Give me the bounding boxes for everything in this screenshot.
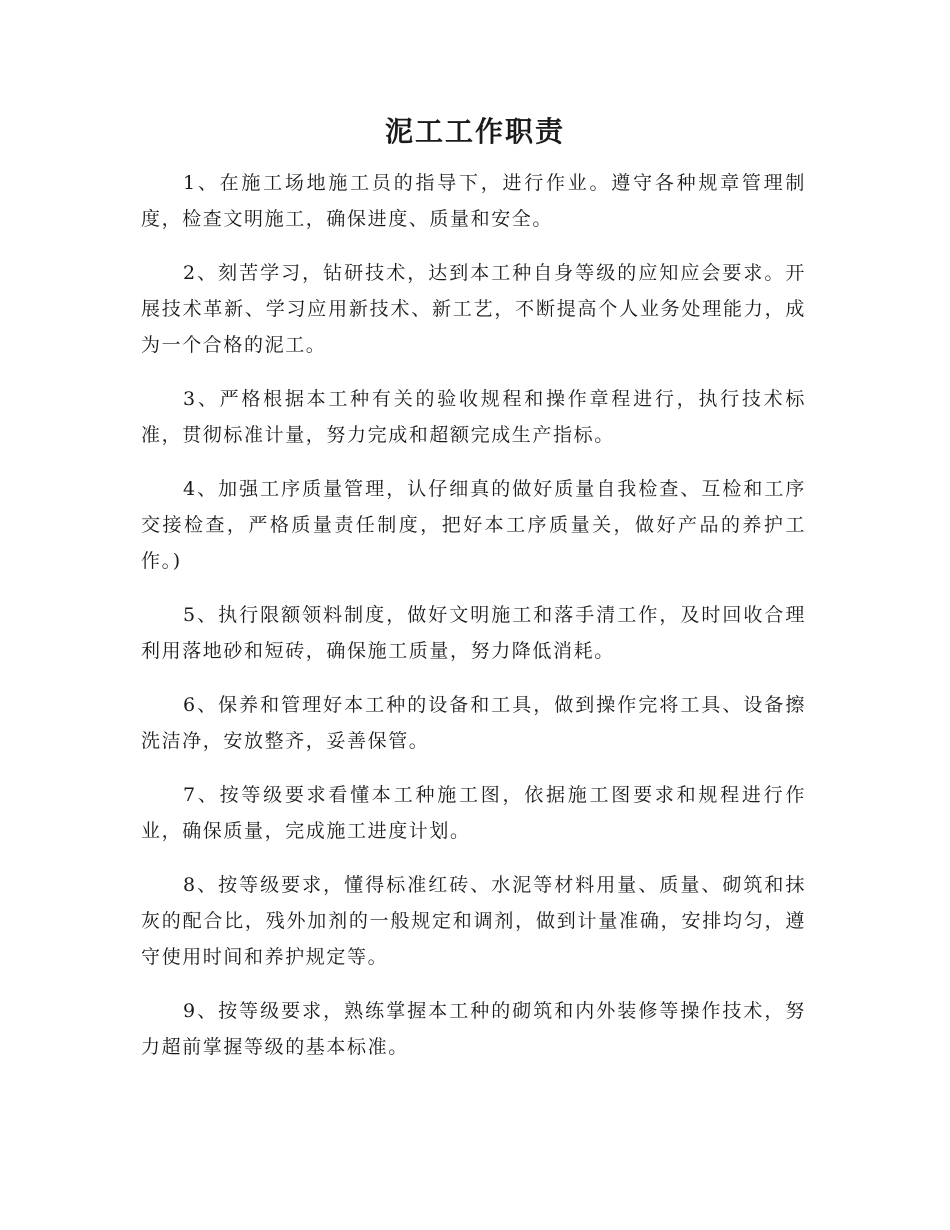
paragraph-1: 1、在施工场地施工员的指导下，进行作业。遵守各种规章管理制度，检查文明施工，确保进度、质量和安全。	[141, 172, 806, 230]
paragraph-6: 6、保养和管理好本工种的设备和工具，做到操作完将工具、设备擦洗洁净，安放整齐，妥善保管。	[141, 694, 806, 752]
paragraph-9: 9、按等级要求，熟练掌握本工种的砌筑和内外装修等操作技术，努力超前掌握等级的基本标准。	[141, 1000, 806, 1058]
document-title: 泥工工作职责	[384, 115, 565, 148]
paragraph-4: 4、加强工序质量管理，认仔细真的做好质量自我检查、互检和工序交接检查，严格质量责任制度，把好本工序质量关，做好产品的养护工作。)	[141, 478, 806, 572]
paragraph-8: 8、按等级要求，懂得标准红砖、水泥等材料用量、质量、砌筑和抹灰的配合比，残外加剂的一般规定和调剂，做到计量准确，安排均匀，遵守使用时间和养护规定等。	[141, 874, 806, 968]
paragraph-2: 2、刻苦学习，钻研技术，达到本工种自身等级的应知应会要求。开展技术革新、学习应用新技术、新工艺，不断提高个人业务处理能力，成为一个合格的泥工。	[141, 262, 806, 356]
document-body	[141, 165, 806, 1083]
paragraph-5: 5、执行限额领料制度，做好文明施工和落手清工作，及时回收合理利用落地砂和短砖，确保施工质量，努力降低消耗。	[141, 604, 806, 662]
paragraph-7: 7、按等级要求看懂本工种施工图，依据施工图要求和规程进行作业，确保质量，完成施工进度计划。	[141, 784, 806, 842]
paragraph-3: 3、严格根据本工种有关的验收规程和操作章程进行，执行技术标准，贯彻标准计量，努力完成和超额完成生产指标。	[141, 388, 806, 446]
